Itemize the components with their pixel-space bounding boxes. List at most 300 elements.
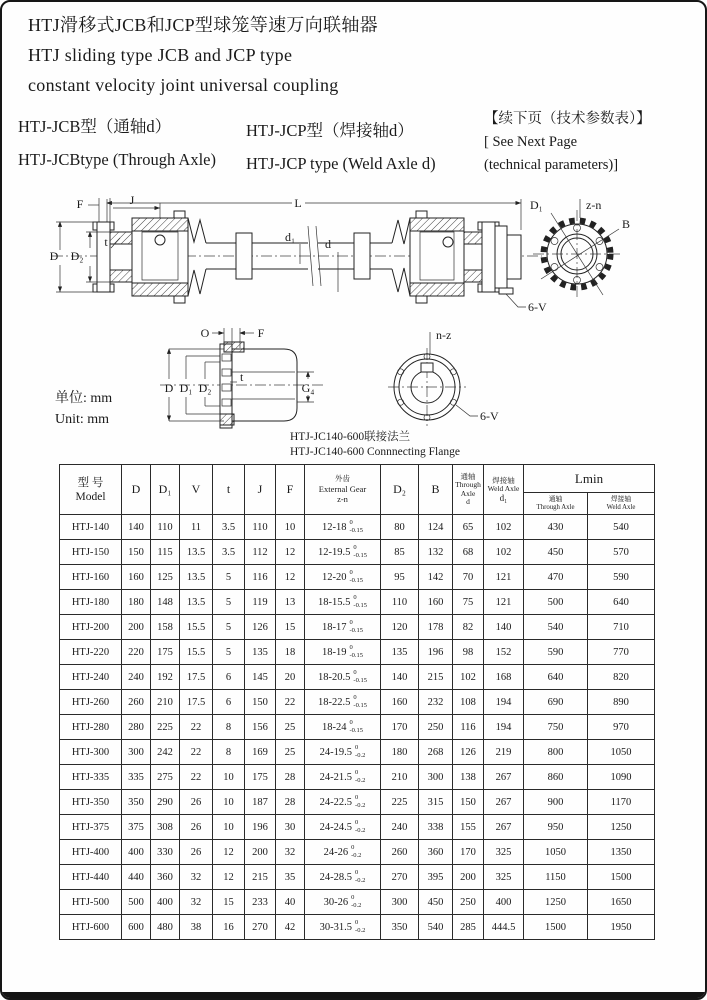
table-cell: 1250	[588, 815, 655, 840]
table-cell: 160	[122, 565, 151, 590]
table-cell: 1050	[588, 740, 655, 765]
table-cell: 375	[122, 815, 151, 840]
table-cell: 600	[122, 915, 151, 940]
gear-zn-value: 18-17	[321, 621, 347, 633]
next-note-en-1: [ See Next Page	[484, 134, 578, 150]
table-cell: HTJ-240	[60, 665, 122, 690]
table-cell: 10	[213, 765, 245, 790]
table-cell: 110	[381, 590, 419, 615]
table-cell: 440	[122, 865, 151, 890]
table-cell: 470	[524, 565, 588, 590]
table-cell	[305, 765, 381, 790]
table-cell: HTJ-500	[60, 890, 122, 915]
gear-tolerance: 0 -0.2	[351, 894, 362, 909]
table-cell: 300	[381, 890, 419, 915]
table-cell: 68	[453, 540, 484, 565]
table-cell: 25	[276, 715, 305, 740]
table-cell: 250	[419, 715, 453, 740]
table-row	[60, 715, 655, 740]
table-cell: 140	[381, 665, 419, 690]
gear-zn-value: 30-31.5	[319, 921, 353, 933]
table-cell: 20	[276, 665, 305, 690]
table-cell: 22	[180, 715, 213, 740]
table-cell: 17.5	[180, 665, 213, 690]
table-cell: 12	[276, 540, 305, 565]
dim-label-6v-flange: 6-V	[480, 409, 499, 423]
gear-zn-value: 24-26	[323, 846, 349, 858]
table-cell: 338	[419, 815, 453, 840]
table-cell: 102	[453, 665, 484, 690]
gear-tolerance: 0 -0.2	[355, 819, 366, 834]
table-cell: 750	[524, 715, 588, 740]
unit-block	[55, 388, 112, 430]
table-cell: 158	[151, 615, 180, 640]
table-cell: 170	[453, 840, 484, 865]
table-cell: 500	[122, 890, 151, 915]
gear-tolerance: 0 -0.2	[355, 794, 366, 809]
col-header-through-axle	[453, 465, 484, 515]
table-cell: 800	[524, 740, 588, 765]
table-cell: 1350	[588, 840, 655, 865]
table-cell: 140	[122, 515, 151, 540]
table-cell: 1950	[588, 915, 655, 940]
table-cell: 13.5	[180, 540, 213, 565]
dim-label-D1: D₁	[530, 198, 543, 212]
table-cell: 32	[180, 865, 213, 890]
table-cell: 194	[484, 715, 524, 740]
table-cell: 450	[524, 540, 588, 565]
table-cell: 110	[245, 515, 276, 540]
table-cell: HTJ-600	[60, 915, 122, 940]
table-cell: 110	[151, 515, 180, 540]
table-cell: HTJ-350	[60, 790, 122, 815]
table-cell: 30	[276, 815, 305, 840]
dim-label-L: L	[294, 196, 302, 210]
table-cell: 267	[484, 815, 524, 840]
table-cell: 640	[588, 590, 655, 615]
col-header-D1: D₁	[151, 465, 180, 515]
table-cell: 3.5	[213, 515, 245, 540]
dim-label-d: d	[325, 237, 331, 251]
table-cell: 5	[213, 640, 245, 665]
unit-label-zh: 单位: mm	[55, 391, 113, 406]
table-cell: 240	[122, 665, 151, 690]
table-cell: 480	[151, 915, 180, 940]
table-row	[60, 540, 655, 565]
table-cell	[305, 715, 381, 740]
jcp-label-en: HTJ-JCP type (Weld Axle d)	[246, 154, 436, 173]
table-cell: 540	[588, 515, 655, 540]
dim-label-D2-sec: D₂	[198, 381, 212, 395]
table-cell	[305, 740, 381, 765]
page-title-en-2: constant velocity joint universal coupling	[28, 75, 339, 95]
table-cell: 540	[524, 615, 588, 640]
table-cell: 770	[588, 640, 655, 665]
connecting-flange-view	[388, 328, 499, 426]
col-header-lmin: Lmin	[524, 465, 655, 493]
table-cell: 15.5	[180, 640, 213, 665]
table-cell: HTJ-140	[60, 515, 122, 540]
gear-zn-value: 12-19.5	[318, 546, 351, 558]
table-cell: 28	[276, 765, 305, 790]
table-cell: 180	[381, 740, 419, 765]
gear-zn-value: 18-15.5	[318, 596, 351, 608]
table-cell: 10	[276, 515, 305, 540]
table-cell: 335	[122, 765, 151, 790]
table-cell: 11	[180, 515, 213, 540]
table-cell: 820	[588, 665, 655, 690]
dim-label-6v-main: 6-V	[528, 300, 547, 314]
connecting-flange-section	[160, 326, 324, 428]
table-cell: 300	[419, 765, 453, 790]
weld-header-d1: d₁	[499, 492, 508, 503]
table-cell: 219	[484, 740, 524, 765]
table-cell: 119	[245, 590, 276, 615]
table-cell: 196	[245, 815, 276, 840]
table-cell: 13.5	[180, 565, 213, 590]
table-cell: 1150	[524, 865, 588, 890]
table-cell: 200	[245, 840, 276, 865]
table-cell: 102	[484, 515, 524, 540]
table-cell: 500	[524, 590, 588, 615]
table-cell: 126	[453, 740, 484, 765]
table-cell: 1500	[524, 915, 588, 940]
gear-tolerance: 0 -0.15	[353, 544, 367, 559]
gear-zn-value: 24-19.5	[319, 746, 353, 758]
table-cell: 430	[524, 515, 588, 540]
gear-zn-value: 12-20	[321, 571, 347, 583]
bottom-border-bar	[2, 992, 705, 998]
table-cell: 116	[453, 715, 484, 740]
table-cell: 400	[122, 840, 151, 865]
table-cell	[305, 565, 381, 590]
table-cell: 135	[245, 640, 276, 665]
table-cell: 215	[245, 865, 276, 890]
dim-label-F2: F	[257, 326, 265, 340]
table-cell	[305, 690, 381, 715]
table-cell: 22	[180, 740, 213, 765]
table-cell: 40	[276, 890, 305, 915]
dim-label-t: t	[104, 235, 108, 249]
table-cell: 210	[151, 690, 180, 715]
table-cell: 152	[484, 640, 524, 665]
table-cell: 220	[122, 640, 151, 665]
table-cell: 196	[419, 640, 453, 665]
table-cell: 225	[381, 790, 419, 815]
unit-label-en: Unit: mm	[55, 412, 110, 427]
table-cell: 187	[245, 790, 276, 815]
table-cell: 690	[524, 690, 588, 715]
main-shaft-drawing	[50, 193, 547, 314]
table-cell: HTJ-180	[60, 590, 122, 615]
table-cell: 95	[381, 565, 419, 590]
gear-zn-value: 24-24.5	[319, 821, 353, 833]
next-note-en-2: (technical parameters)]	[484, 157, 619, 173]
table-cell: 180	[122, 590, 151, 615]
col-header-external-gear	[305, 465, 381, 515]
table-cell	[305, 815, 381, 840]
table-cell: HTJ-280	[60, 715, 122, 740]
table-cell: 13.5	[180, 590, 213, 615]
dim-label-O: O	[200, 326, 210, 340]
table-cell: 233	[245, 890, 276, 915]
table-cell	[305, 540, 381, 565]
table-cell: 1500	[588, 865, 655, 890]
table-cell	[305, 790, 381, 815]
table-cell: 115	[151, 540, 180, 565]
col-header-lmin-through	[524, 493, 588, 515]
table-row	[60, 615, 655, 640]
table-cell	[305, 515, 381, 540]
table-cell	[305, 915, 381, 940]
gear-tolerance: 0 -0.15	[349, 569, 364, 584]
table-cell: 260	[122, 690, 151, 715]
table-cell: 240	[381, 815, 419, 840]
spec-table-body	[60, 515, 655, 940]
table-cell	[305, 640, 381, 665]
table-cell: 140	[484, 615, 524, 640]
table-cell: 250	[453, 890, 484, 915]
table-cell: 900	[524, 790, 588, 815]
table-cell: 350	[381, 915, 419, 940]
gear-tolerance: 0 -0.15	[353, 694, 367, 709]
gear-zn-value: 18-24	[321, 721, 347, 733]
table-cell	[305, 865, 381, 890]
table-row	[60, 865, 655, 890]
table-cell: 590	[588, 565, 655, 590]
table-cell: 18	[276, 640, 305, 665]
col-header-lmin-weld	[588, 493, 655, 515]
through-header-en1: Through	[455, 480, 481, 489]
table-cell: 121	[484, 590, 524, 615]
table-cell: 360	[419, 840, 453, 865]
table-cell: 285	[453, 915, 484, 940]
gear-header-zh: 外齿	[335, 474, 350, 484]
table-cell: 13	[276, 590, 305, 615]
dim-label-B: B	[622, 217, 631, 231]
table-cell: 330	[151, 840, 180, 865]
table-cell: 350	[122, 790, 151, 815]
page-title-zh: HTJ滑移式JCB和JCP型球笼等速万向联轴器	[28, 15, 378, 35]
table-cell: 17.5	[180, 690, 213, 715]
through-header-d: d	[466, 497, 470, 506]
table-cell: 15	[213, 890, 245, 915]
table-row	[60, 815, 655, 840]
table-cell: 570	[588, 540, 655, 565]
col-header-V: V	[180, 465, 213, 515]
dim-label-d1: d₁	[285, 230, 296, 244]
table-cell: 160	[381, 690, 419, 715]
table-cell: 168	[484, 665, 524, 690]
lmin-through-en: Through Axle	[536, 503, 575, 511]
lmin-weld-en: Weld Axle	[606, 503, 636, 511]
table-cell: 112	[245, 540, 276, 565]
dim-label-t-sec: t	[240, 370, 244, 384]
table-cell: 132	[419, 540, 453, 565]
next-note-zh: 【续下页（技术参数表）】	[484, 111, 651, 127]
table-cell: 32	[180, 890, 213, 915]
gear-tolerance: 0 -0.15	[349, 619, 364, 634]
table-cell: 116	[245, 565, 276, 590]
table-cell	[305, 615, 381, 640]
table-cell: 126	[245, 615, 276, 640]
table-cell: 135	[381, 640, 419, 665]
gear-tolerance: 0 -0.2	[355, 869, 366, 884]
table-cell: 22	[180, 765, 213, 790]
table-cell: 890	[588, 690, 655, 715]
jcb-label-zh: HTJ-JCB型（通轴d）	[18, 117, 172, 136]
table-row	[60, 915, 655, 940]
gear-tolerance: 0 -0.2	[351, 844, 362, 859]
table-row	[60, 515, 655, 540]
table-cell: 267	[484, 790, 524, 815]
gear-zn-value: 24-28.5	[319, 871, 353, 883]
table-cell: 121	[484, 565, 524, 590]
table-cell: 260	[381, 840, 419, 865]
table-cell: 710	[588, 615, 655, 640]
table-cell: 156	[245, 715, 276, 740]
table-cell: 10	[213, 815, 245, 840]
table-cell: 6	[213, 690, 245, 715]
table-cell: 12	[213, 865, 245, 890]
table-cell: 450	[419, 890, 453, 915]
flange-caption-zh: HTJ-JC140-600联接法兰	[290, 431, 411, 443]
gear-tolerance: 0 -0.2	[355, 769, 366, 784]
table-cell: HTJ-150	[60, 540, 122, 565]
table-cell: HTJ-260	[60, 690, 122, 715]
table-cell: 5	[213, 615, 245, 640]
gear-zn-value: 24-22.5	[319, 796, 353, 808]
gear-header-en: External Gear	[318, 483, 367, 494]
dim-label-D: D	[49, 249, 59, 263]
table-cell: 148	[151, 590, 180, 615]
col-header-weld-axle	[484, 465, 524, 515]
table-cell: 1250	[524, 890, 588, 915]
table-cell	[305, 665, 381, 690]
table-cell: 175	[245, 765, 276, 790]
table-cell: 200	[122, 615, 151, 640]
table-row	[60, 690, 655, 715]
table-cell: 950	[524, 815, 588, 840]
table-cell: 80	[381, 515, 419, 540]
weld-header-zh: 焊接轴	[492, 475, 515, 485]
table-cell: 98	[453, 640, 484, 665]
table-cell: 444.5	[484, 915, 524, 940]
table-cell: 26	[180, 790, 213, 815]
col-header-B: B	[419, 465, 453, 515]
table-cell: 12	[276, 565, 305, 590]
gear-flange-view	[530, 198, 630, 298]
table-cell: 170	[381, 715, 419, 740]
table-cell: 175	[151, 640, 180, 665]
table-row	[60, 640, 655, 665]
gear-zn-value: 30-26	[323, 896, 349, 908]
gear-tolerance: 0 -0.15	[353, 594, 367, 609]
through-header-en2: Axle	[460, 488, 476, 498]
dim-label-D2: D₂	[70, 249, 84, 263]
table-row	[60, 790, 655, 815]
table-cell: HTJ-220	[60, 640, 122, 665]
table-cell: 308	[151, 815, 180, 840]
dim-label-J: J	[129, 193, 135, 207]
col-header-D2: D₂	[381, 465, 419, 515]
table-cell: 194	[484, 690, 524, 715]
table-cell: 275	[151, 765, 180, 790]
gear-zn-value: 12-18	[321, 521, 347, 533]
table-cell	[305, 840, 381, 865]
table-cell: 12	[213, 840, 245, 865]
table-cell: 42	[276, 915, 305, 940]
gear-zn-value: 18-20.5	[318, 671, 351, 683]
table-cell: 75	[453, 590, 484, 615]
table-cell: 360	[151, 865, 180, 890]
table-cell: 3.5	[213, 540, 245, 565]
table-cell: 395	[419, 865, 453, 890]
table-cell: HTJ-440	[60, 865, 122, 890]
table-cell: 26	[180, 815, 213, 840]
table-cell: 1170	[588, 790, 655, 815]
table-cell: HTJ-300	[60, 740, 122, 765]
table-cell: 142	[419, 565, 453, 590]
jcp-label-zh: HTJ-JCP型（焊接轴d）	[246, 121, 414, 140]
table-cell: 150	[245, 690, 276, 715]
dim-label-zn: z-n	[586, 198, 602, 212]
jcb-label-en: HTJ-JCBtype (Through Axle)	[18, 150, 216, 169]
through-header-zh: 通轴	[460, 471, 476, 481]
weld-header-en: Weld Axle	[487, 484, 520, 494]
table-cell: HTJ-375	[60, 815, 122, 840]
table-cell: 300	[122, 740, 151, 765]
table-cell: 232	[419, 690, 453, 715]
table-cell: 280	[122, 715, 151, 740]
table-cell: 124	[419, 515, 453, 540]
table-cell: 1090	[588, 765, 655, 790]
table-cell: 150	[122, 540, 151, 565]
table-cell: HTJ-160	[60, 565, 122, 590]
table-row	[60, 840, 655, 865]
table-cell: 215	[419, 665, 453, 690]
page-title-en-1: HTJ sliding type JCB and JCP type	[28, 45, 293, 65]
table-cell: 35	[276, 865, 305, 890]
table-cell: 38	[180, 915, 213, 940]
table-cell	[305, 590, 381, 615]
gear-tolerance: 0 -0.15	[349, 719, 364, 734]
dim-label-nz: n-z	[436, 328, 452, 342]
table-cell: 155	[453, 815, 484, 840]
table-cell: 15.5	[180, 615, 213, 640]
table-cell: 15	[276, 615, 305, 640]
table-cell: 270	[245, 915, 276, 940]
gear-tolerance: 0 -0.2	[355, 744, 366, 759]
table-cell: 5	[213, 565, 245, 590]
table-cell: 28	[276, 790, 305, 815]
table-cell: 102	[484, 540, 524, 565]
table-cell: 70	[453, 565, 484, 590]
dim-label-D1-sec: D₁	[179, 381, 193, 395]
table-cell: 590	[524, 640, 588, 665]
table-cell: 242	[151, 740, 180, 765]
table-cell: HTJ-200	[60, 615, 122, 640]
table-row	[60, 590, 655, 615]
table-cell: 1650	[588, 890, 655, 915]
table-cell: 200	[453, 865, 484, 890]
lmin-weld-zh: 焊接轴	[610, 495, 632, 503]
table-cell	[305, 890, 381, 915]
col-header-J: J	[245, 465, 276, 515]
table-cell: 169	[245, 740, 276, 765]
table-cell: 82	[453, 615, 484, 640]
table-cell: 225	[151, 715, 180, 740]
